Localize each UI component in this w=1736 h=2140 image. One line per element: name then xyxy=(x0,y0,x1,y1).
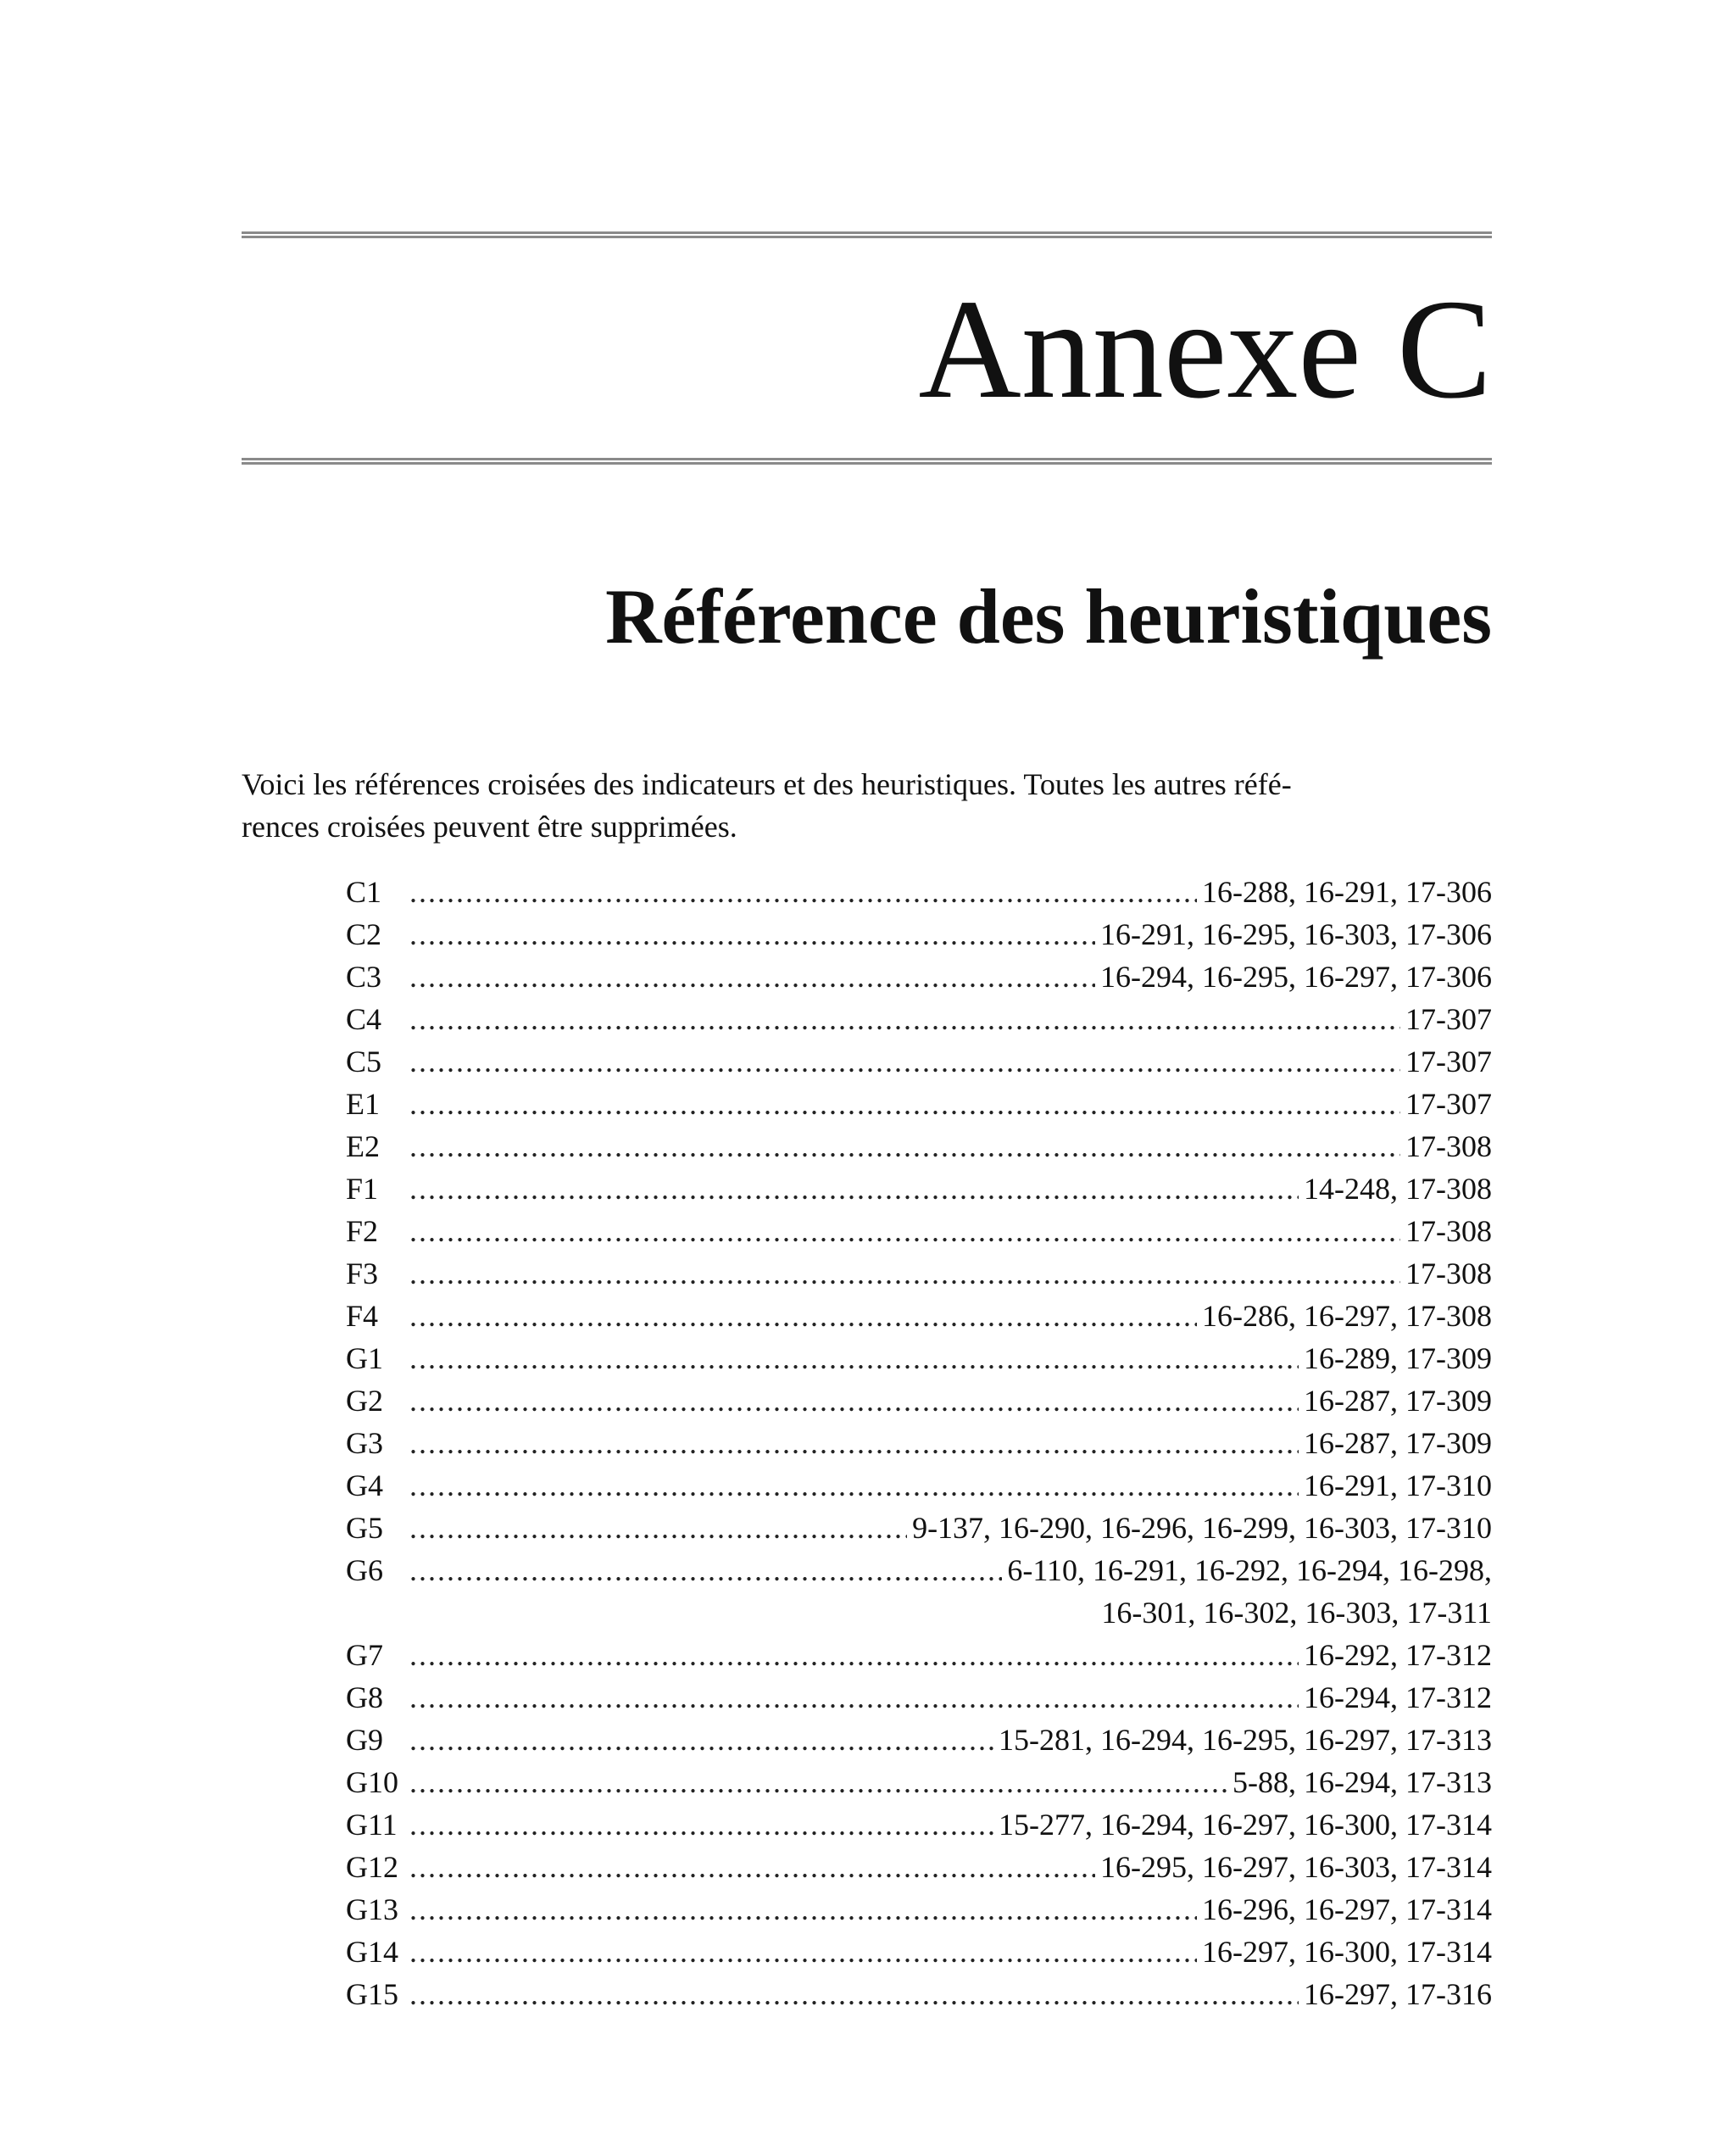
list-item xyxy=(346,1803,1492,1846)
list-item xyxy=(346,1634,1492,1676)
heuristic-code: G12 xyxy=(346,1850,398,1884)
page-references: 17-307 xyxy=(1405,1087,1492,1121)
dot-leader xyxy=(409,998,1400,1040)
list-item xyxy=(346,1295,1492,1337)
heuristic-entry-body xyxy=(409,871,1492,913)
dot-leader xyxy=(409,956,1095,998)
list-item xyxy=(346,1719,1492,1761)
heuristic-code: G10 xyxy=(346,1765,398,1799)
dot-leader xyxy=(409,1846,1095,1888)
page-references: 5-88, 16-294, 17-313 xyxy=(1232,1765,1492,1799)
page-references: 16-294, 16-295, 16-297, 17-306 xyxy=(1100,960,1492,994)
list-item xyxy=(346,1379,1492,1422)
heuristic-code: F1 xyxy=(346,1172,379,1206)
dot-leader xyxy=(409,1379,1299,1422)
heuristic-entry-body xyxy=(409,1973,1492,2015)
top-double-rule xyxy=(242,231,1492,238)
page-references: 16-287, 17-309 xyxy=(1304,1426,1492,1460)
list-item xyxy=(346,1210,1492,1252)
heuristic-code: F3 xyxy=(346,1257,379,1290)
dot-leader xyxy=(409,871,1197,913)
heuristic-code: C3 xyxy=(346,960,382,994)
heuristic-entry-line xyxy=(409,1337,1492,1379)
heuristic-entry-body xyxy=(409,1507,1492,1549)
page-references: 16-297, 17-316 xyxy=(1304,1977,1492,2011)
heuristic-entry-line xyxy=(409,1846,1492,1888)
heuristic-entry-line xyxy=(409,1464,1492,1507)
dot-leader xyxy=(409,1083,1400,1125)
heuristic-code: C2 xyxy=(346,917,382,951)
heuristic-code: G9 xyxy=(346,1723,383,1757)
dot-leader xyxy=(409,1719,993,1761)
list-item xyxy=(346,1761,1492,1803)
heuristic-entry-line xyxy=(409,1676,1492,1719)
dot-leader xyxy=(409,1125,1400,1168)
dot-leader xyxy=(409,1252,1400,1295)
intro-paragraph xyxy=(242,763,1492,848)
page-references: 17-308 xyxy=(1405,1129,1492,1163)
heuristic-entry-body xyxy=(409,1719,1492,1761)
heuristic-entry-body xyxy=(409,1803,1492,1846)
heuristic-entry-body xyxy=(409,1083,1492,1125)
list-item xyxy=(346,1337,1492,1379)
list-item xyxy=(346,1422,1492,1464)
heuristic-entry-line xyxy=(409,1803,1492,1846)
heuristic-code: G6 xyxy=(346,1553,383,1587)
heuristic-code: G2 xyxy=(346,1384,383,1418)
heuristic-entry-body xyxy=(409,1676,1492,1719)
heuristic-code: G7 xyxy=(346,1638,383,1672)
heuristic-entry-body xyxy=(409,956,1492,998)
list-item xyxy=(346,1888,1492,1931)
list-item xyxy=(346,1040,1492,1083)
list-item xyxy=(346,1676,1492,1719)
page-references: 16-286, 16-297, 17-308 xyxy=(1202,1299,1492,1333)
heuristic-entry-line xyxy=(409,1083,1492,1125)
heuristic-code: E1 xyxy=(346,1087,380,1121)
heuristic-code: C4 xyxy=(346,1002,382,1036)
heuristic-code: G13 xyxy=(346,1892,398,1926)
chapter-title: Annexe C xyxy=(918,270,1492,428)
dot-leader xyxy=(409,913,1095,956)
heuristic-entry-body xyxy=(409,1464,1492,1507)
dot-leader xyxy=(409,1040,1400,1083)
heuristic-entry-body xyxy=(409,1931,1492,1973)
list-item xyxy=(346,871,1492,913)
page-references: 16-288, 16-291, 17-306 xyxy=(1202,875,1492,909)
heuristic-entry-body xyxy=(409,1337,1492,1379)
heuristic-entry-line xyxy=(409,998,1492,1040)
bottom-double-rule xyxy=(242,458,1492,465)
heuristic-entry-body xyxy=(409,1422,1492,1464)
dot-leader xyxy=(409,1634,1299,1676)
heuristic-entry-body xyxy=(409,1168,1492,1210)
list-item xyxy=(346,1507,1492,1549)
heuristic-entry-body xyxy=(409,913,1492,956)
page-references: 16-297, 16-300, 17-314 xyxy=(1202,1935,1492,1969)
page-references: 15-281, 16-294, 16-295, 16-297, 17-313 xyxy=(999,1723,1492,1757)
heuristic-code: G5 xyxy=(346,1511,383,1545)
list-item xyxy=(346,1931,1492,1973)
page-references: 16-289, 17-309 xyxy=(1304,1341,1492,1375)
heuristic-code: G14 xyxy=(346,1935,398,1969)
heuristic-entry-line xyxy=(409,871,1492,913)
heuristic-entry-line xyxy=(409,1040,1492,1083)
heuristic-entry-line xyxy=(409,1931,1492,1973)
heuristic-code: F2 xyxy=(346,1214,379,1248)
page-references: 16-291, 17-310 xyxy=(1304,1468,1492,1502)
heuristic-entry-body xyxy=(409,1379,1492,1422)
heuristic-entry-line xyxy=(409,1634,1492,1676)
list-item xyxy=(346,998,1492,1040)
heuristic-entry-line xyxy=(409,913,1492,956)
dot-leader xyxy=(409,1464,1299,1507)
list-item xyxy=(346,1973,1492,2015)
list-item xyxy=(346,1549,1492,1634)
page-references: 6-110, 16-291, 16-292, 16-294, 16-298, xyxy=(1007,1553,1492,1587)
heuristics-reference-list xyxy=(346,871,1492,2015)
heuristic-code: G8 xyxy=(346,1680,383,1714)
heuristic-code: E2 xyxy=(346,1129,380,1163)
dot-leader xyxy=(409,1973,1299,2015)
list-item xyxy=(346,956,1492,998)
heuristic-code: F4 xyxy=(346,1299,379,1333)
heuristic-code: C1 xyxy=(346,875,382,909)
heuristic-entry-line xyxy=(409,1379,1492,1422)
page-references: 16-287, 17-309 xyxy=(1304,1384,1492,1418)
dot-leader xyxy=(409,1931,1197,1973)
page-references: 17-308 xyxy=(1405,1257,1492,1290)
heuristic-entry-line xyxy=(409,1125,1492,1168)
dot-leader xyxy=(409,1761,1227,1803)
page-references-continued: 16-301, 16-302, 16-303, 17-311 xyxy=(1101,1596,1492,1630)
heuristic-entry-body xyxy=(409,1125,1492,1168)
dot-leader xyxy=(409,1549,1002,1591)
list-item xyxy=(346,1252,1492,1295)
heuristic-entry-body xyxy=(409,1761,1492,1803)
heuristic-entry-body xyxy=(409,1846,1492,1888)
heuristic-entry-line xyxy=(409,1168,1492,1210)
heuristic-entry-body xyxy=(409,1888,1492,1931)
heuristic-entry-body xyxy=(409,1252,1492,1295)
heuristic-entry-line xyxy=(409,1761,1492,1803)
heuristic-code: G3 xyxy=(346,1426,383,1460)
page-references: 16-291, 16-295, 16-303, 17-306 xyxy=(1100,917,1492,951)
heuristic-entry-body xyxy=(409,1549,1492,1634)
heuristic-entry-line xyxy=(409,1719,1492,1761)
heuristic-code: C5 xyxy=(346,1045,382,1078)
page-references: 17-307 xyxy=(1405,1045,1492,1078)
dot-leader xyxy=(409,1507,907,1549)
dot-leader xyxy=(409,1210,1400,1252)
list-item xyxy=(346,913,1492,956)
heuristic-entry-line xyxy=(409,1422,1492,1464)
section-title: Référence des heuristiques xyxy=(605,573,1492,660)
heuristic-entry-body xyxy=(409,1295,1492,1337)
dot-leader xyxy=(409,1295,1197,1337)
heuristic-entry-line xyxy=(409,1549,1492,1591)
page-references: 16-296, 16-297, 17-314 xyxy=(1202,1892,1492,1926)
page-references: 17-308 xyxy=(1405,1214,1492,1248)
list-item xyxy=(346,1846,1492,1888)
page-references: 15-277, 16-294, 16-297, 16-300, 17-314 xyxy=(999,1808,1492,1842)
heuristic-entry-line xyxy=(409,1252,1492,1295)
list-item xyxy=(346,1168,1492,1210)
heuristic-code: G1 xyxy=(346,1341,383,1375)
dot-leader xyxy=(409,1337,1299,1379)
heuristic-entry-body xyxy=(409,1210,1492,1252)
heuristic-entry-line xyxy=(409,1973,1492,2015)
heuristic-entry-body xyxy=(409,998,1492,1040)
dot-leader xyxy=(409,1422,1299,1464)
intro-line: rences croisées peuvent être supprimées. xyxy=(242,810,737,844)
page-references: 16-294, 17-312 xyxy=(1304,1680,1492,1714)
page-references: 17-307 xyxy=(1405,1002,1492,1036)
heuristic-entry-line xyxy=(409,1888,1492,1931)
dot-leader xyxy=(409,1888,1197,1931)
heuristic-code: G15 xyxy=(346,1977,398,2011)
heuristic-entry-line xyxy=(409,1507,1492,1549)
list-item xyxy=(346,1083,1492,1125)
heuristic-entry-line xyxy=(409,1295,1492,1337)
heuristic-code: G11 xyxy=(346,1808,398,1842)
dot-leader xyxy=(409,1168,1299,1210)
dot-leader xyxy=(409,1676,1299,1719)
page-references: 16-292, 17-312 xyxy=(1304,1638,1492,1672)
page-references: 14-248, 17-308 xyxy=(1304,1172,1492,1206)
heuristic-code: G4 xyxy=(346,1468,383,1502)
list-item xyxy=(346,1125,1492,1168)
intro-line: Voici les références croisées des indicateurs et des heuristiques. Toutes les autres réfé- xyxy=(242,767,1292,801)
list-item xyxy=(346,1464,1492,1507)
heuristic-entry-body xyxy=(409,1634,1492,1676)
page-references: 16-295, 16-297, 16-303, 17-314 xyxy=(1100,1850,1492,1884)
dot-leader xyxy=(409,1803,993,1846)
page-references: 9-137, 16-290, 16-296, 16-299, 16-303, 17-310 xyxy=(912,1511,1492,1545)
heuristic-entry-line xyxy=(409,1210,1492,1252)
heuristic-entry-line xyxy=(409,956,1492,998)
heuristic-entry-body xyxy=(409,1040,1492,1083)
